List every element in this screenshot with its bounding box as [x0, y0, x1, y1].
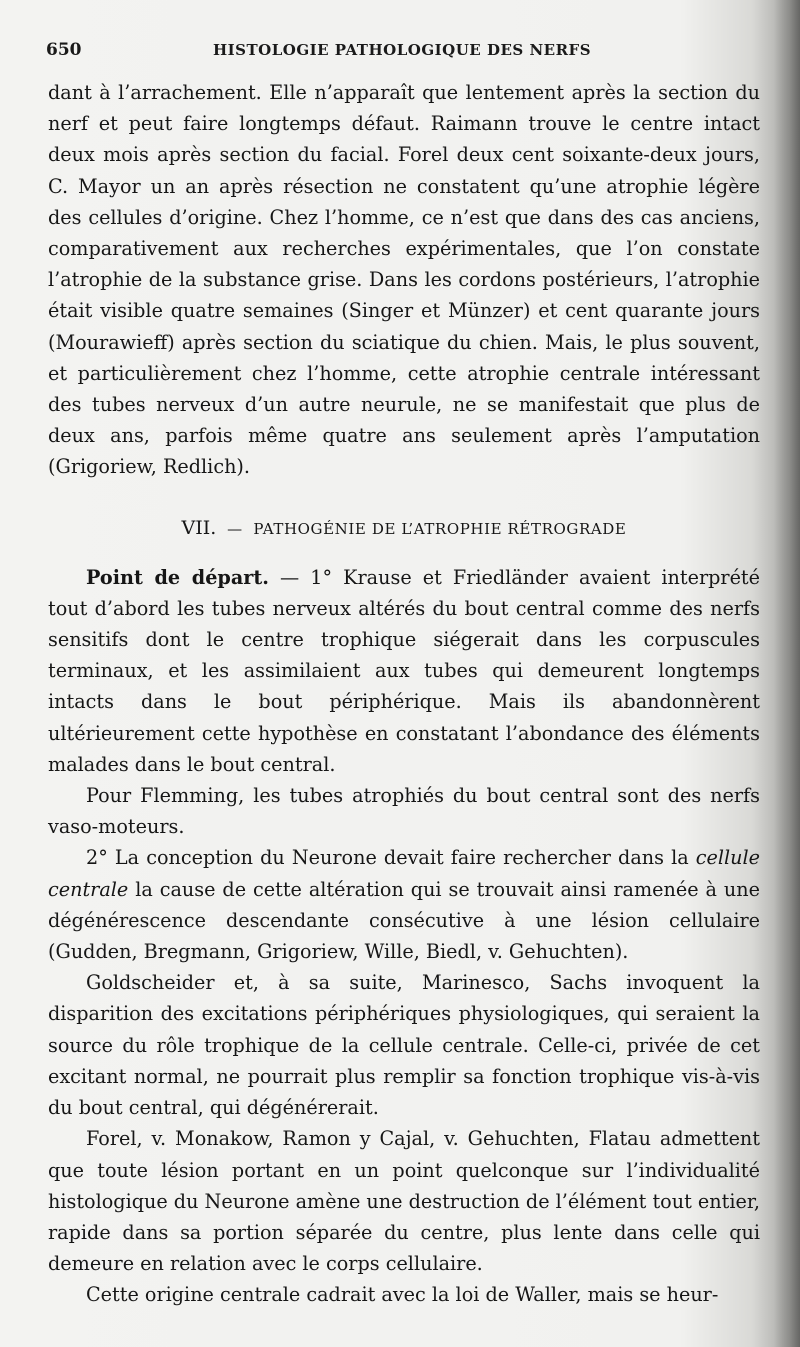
page-number: 650	[46, 40, 82, 60]
paragraph-2	[48, 562, 760, 780]
paragraph-3: Pour Flemming, les tubes atrophiés du bout central sont des nerfs vaso-moteurs.	[48, 784, 760, 839]
paragraph-1: dant à l’arrachement. Elle n’apparaît que lentement après la section du nerf et peut faire longtemps défaut. Raimann trouve le centre intact deux mois après section du facial. Forel deux cent soixante-deux jours, C. Mayor un an après résection ne constatent qu’une atrophie légère des cellules d’origine. Chez l’homme, ce n’est que dans des cas anciens, comparativement aux recherches expérimentales, que l’on constate l’atrophie de la substance grise. Dans les cordons postérieurs, l’atrophie était visible quatre semaines (Singer et Münzer) et cent quarante jours (Mourawieff) après section du sciatique du chien. Mais, le plus souvent, et particulièrement chez l’homme, cette atrophie centrale intéressant des tubes nerveux d’un autre neurule, ne se manifestait que plus de deux ans, parfois même quatre ans seulement après l’amputation (Grigoriew, Redlich).	[48, 81, 760, 479]
paragraph-6: Forel, v. Monakow, Ramon y Cajal, v. Gehuchten, Flatau admettent que toute lésion portant en un point quelconque sur l’individualité histologique du Neurone amène une destruction de l’élément tout entier, rapide dans sa portion séparée du centre, plus lente dans celle qui demeure en relation avec le corps cellulaire.	[48, 1127, 760, 1276]
body-text	[48, 77, 760, 1311]
section-title: PATHOGÉNIE DE L’ATROPHIE RÉTROGRADE	[253, 519, 627, 538]
section-heading	[48, 513, 760, 544]
paragraph-4-italic: cellule centrale	[48, 846, 760, 901]
section-number: VII.	[181, 516, 217, 539]
paragraph-lead: Point de départ.	[86, 565, 269, 589]
paragraph-7: Cette origine centrale cadrait avec la loi de Waller, mais se heur-	[86, 1283, 719, 1307]
running-head-title: HISTOLOGIE PATHOLOGIQUE DES NERFS	[212, 41, 592, 59]
running-header	[46, 38, 758, 68]
paragraph-4-end: la cause de cette altération qui se trouvait ainsi ramenée à une dégénérescence descendante consécutive à une lésion cellulaire (Gudden, Bregmann, Grigoriew, Wille, Biedl, v. Gehuchten).	[48, 877, 760, 964]
section-dash: —	[227, 519, 243, 538]
paragraph-4	[48, 842, 760, 967]
paragraph-4-start: 2° La conception du Neurone devait faire rechercher dans la	[86, 846, 696, 870]
paragraph-5: Goldscheider et, à sa suite, Marinesco, Sachs invoquent la disparition des excitations périphériques physiologiques, qui seraient la source du rôle trophique de la cellule centrale. Celle-ci, privée de cet excitant normal, ne pourrait plus remplir sa fonction trophique vis-à-vis du bout central, qui dégénérerait.	[48, 971, 760, 1120]
page-edge-shadow	[774, 0, 800, 1347]
paragraph-2-text: — 1° Krause et Friedländer avaient interprété tout d’abord les tubes nerveux altérés du bout central comme des nerfs sensitifs dont le centre trophique siégerait dans les corpuscules terminaux, et les assimilaient aux tubes qui demeurent longtemps intacts dans le bout périphérique. Mais ils abandonnèrent ultérieurement cette hypothèse en constatant l’abondance des éléments malades dans le bout central.	[48, 565, 760, 776]
